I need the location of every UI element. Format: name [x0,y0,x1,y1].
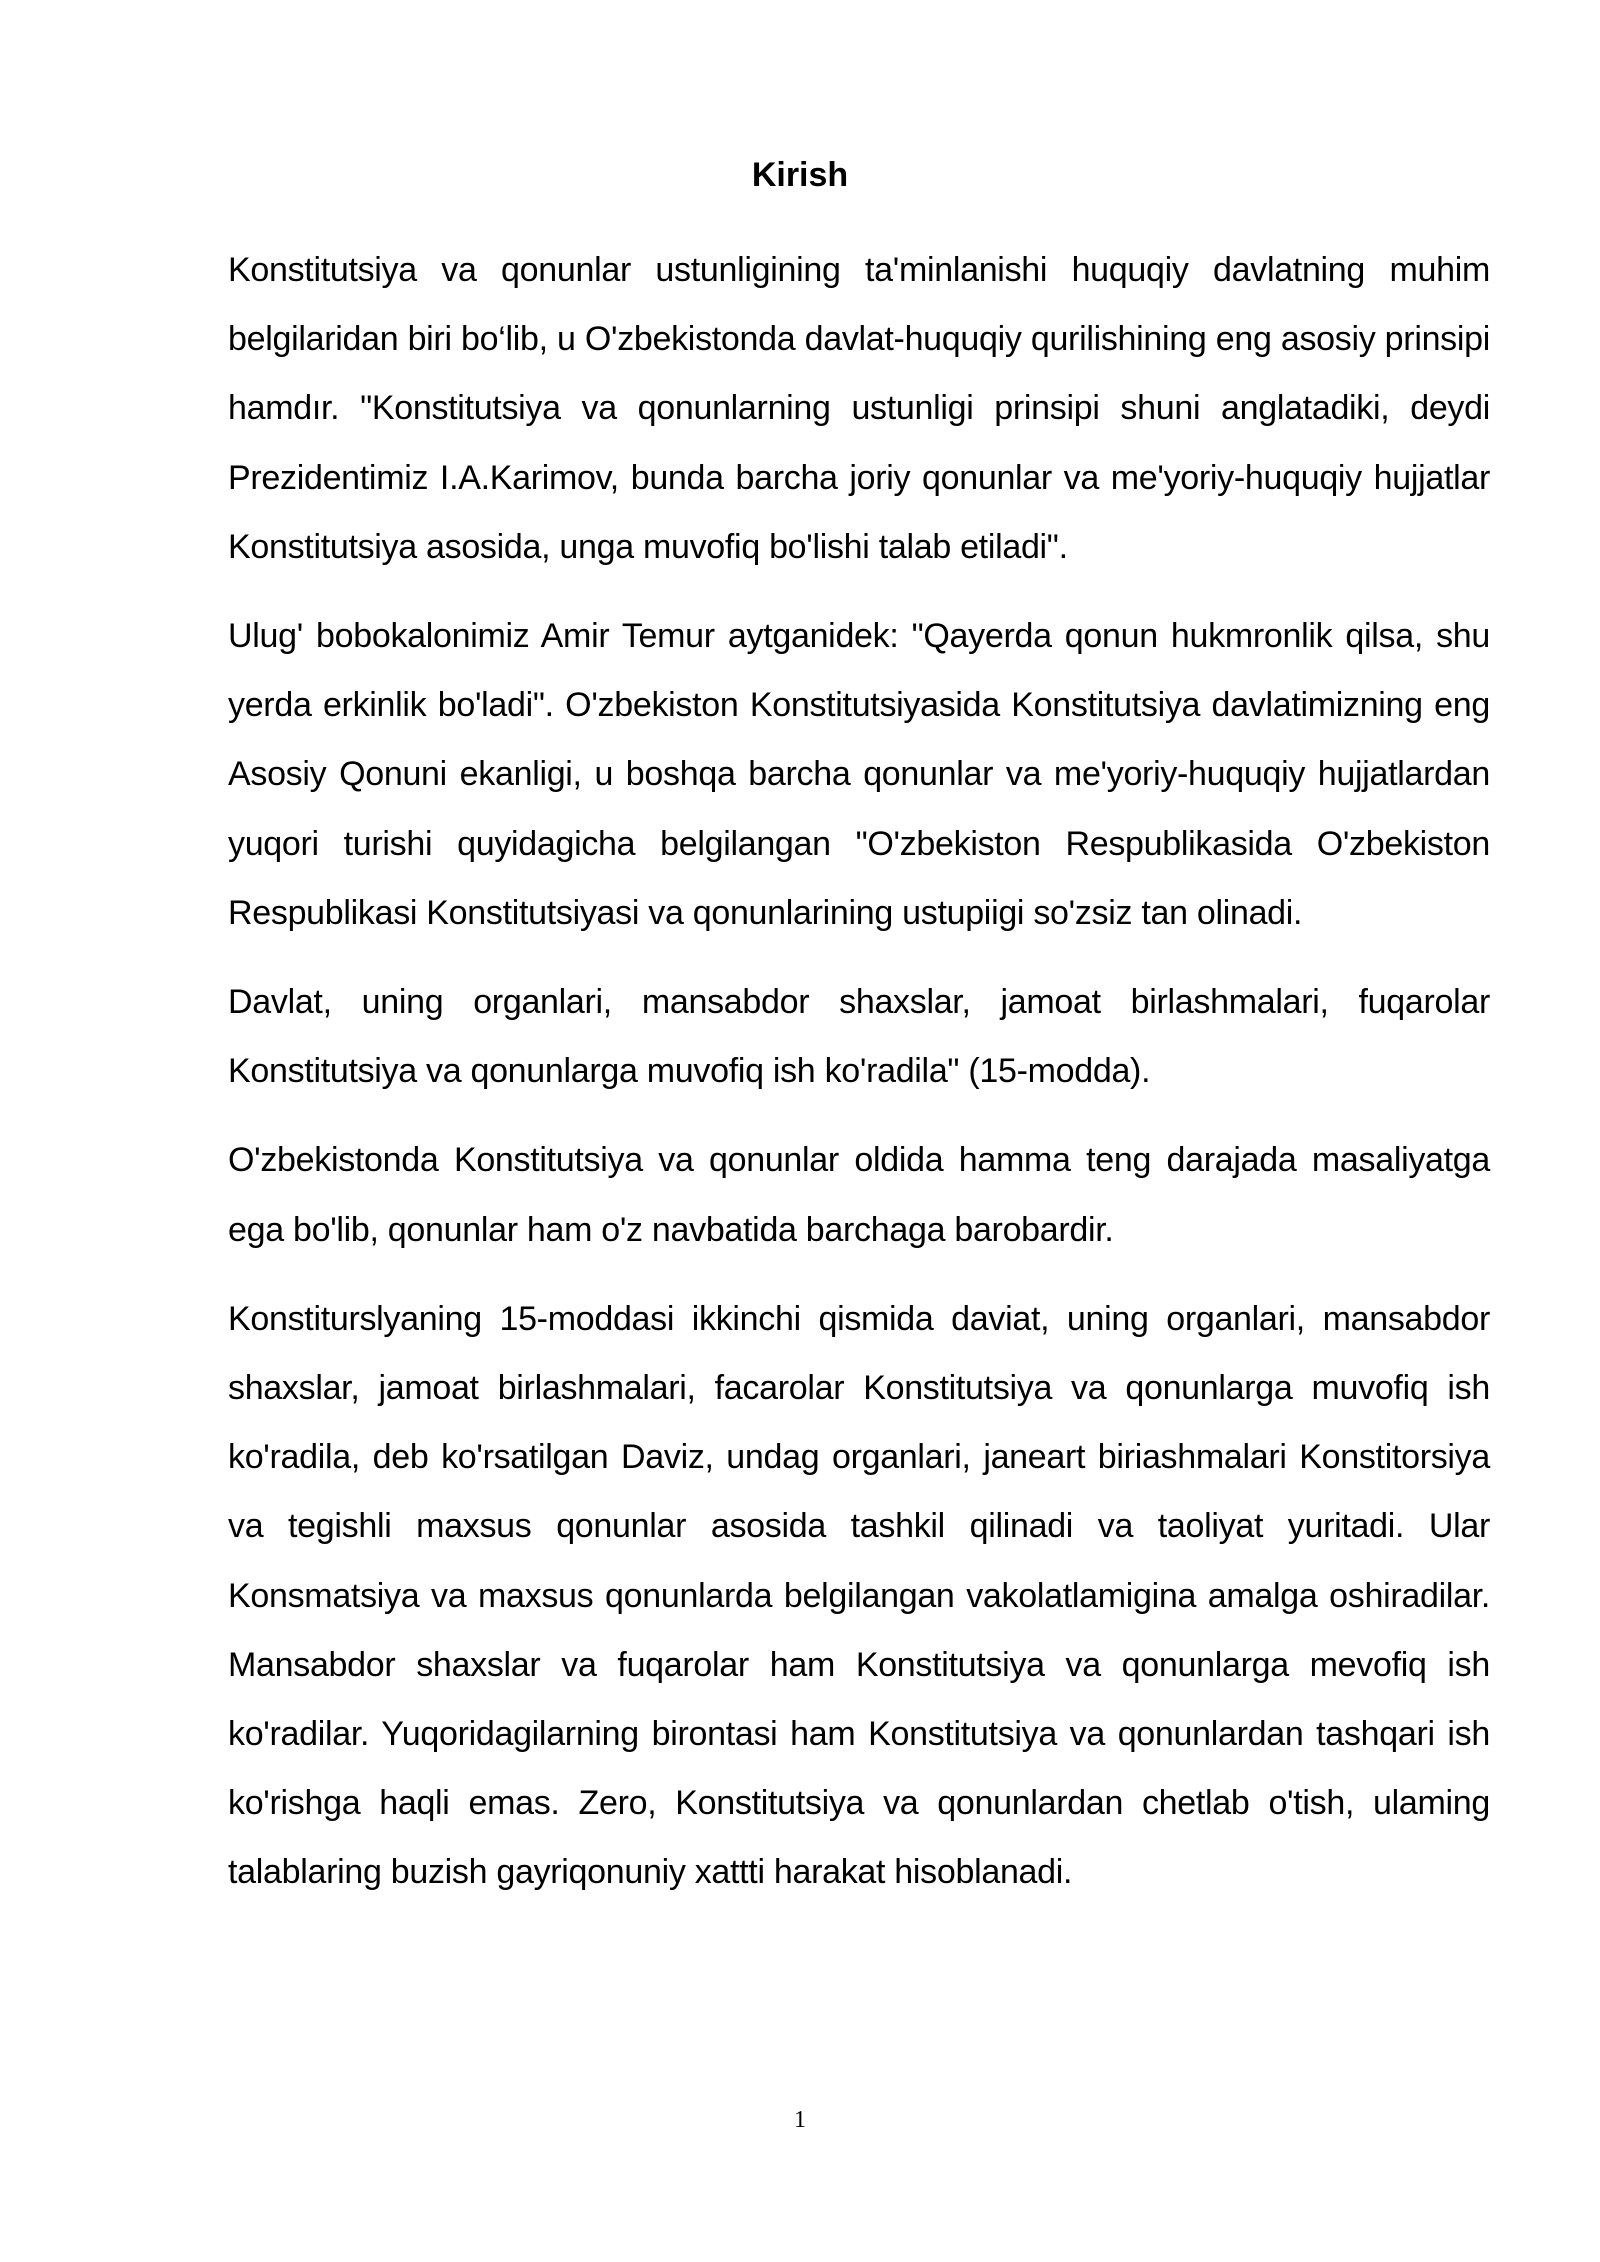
paragraph-4: O'zbekistonda Konstitutsiya va qonunlar oldida hamma teng darajada masaliyatga ega bo'lib, qonunlar ham o'z navbatida barchaga barobardir. [228,1141,1490,1249]
document-body [228,236,1490,1928]
paragraph-1: Konstitutsiya va qonunlar ustunligining ta'minlanishi huquqiy davlatning muhim belgilaridan biri bo‘lib, u O'zbekistonda davlat-huquqiy qurilishining eng asosiy prinsipi hamdır. "Konstitutsiya va qonunlarning ustunligi prinsipi shuni anglatadiki, deydi Prezidentimiz I.A.Karimov, bunda barcha joriy qonunlar va me'yoriy-huquqiy hujjatlar Konstitutsiya asosida, unga muvofiq bo'lishi talab etiladi". [228,251,1490,566]
paragraph-5: Konstiturslyaning 15-moddasi ikkinchi qismida daviat, uning organlari, mansabdor shaxslar, jamoat birlashmalari, facarolar Konstitutsiya va qonunlarga muvofiq ish ko'radila, deb ko'rsatilgan Daviz, undag organlari, janeart biriashmalari Konstitorsiya va tegishli maxsus qonunlar asosida tashkil qilinadi va taoliyat yuritadi. Ular Konsmatsiya va maxsus qonunlarda belgilangan vakolatlamigina amalga oshiradilar. Mansabdor shaxslar va fuqarolar ham Konstitutsiya va qonunlarga mevofiq ish ko'radilar. Yuqoridagilarning birontasi ham Konstitutsiya va qonunlardan tashqari ish ko'rishga haqli emas. Zero, Konstitutsiya va qonunlardan chetlab o'tish, ulaming talablaring buzish gayriqonuniy xattti harakat hisoblanadi. [228,1299,1490,1892]
page-title: Kirish [751,156,849,194]
page-number: 1 [794,2107,806,2133]
paragraph-3: Davlat, uning organlari, mansabdor shaxslar, jamoat birlashmalari, fuqarolar Konstitutsiya va qonunlarga muvofiq ish ko'radila" (15-modda). [228,983,1490,1091]
paragraph-2: Ulug' bobokalonimiz Amir Temur aytganidek: "Qayerda qonun hukmronlik qilsa, shu yerda erkinlik bo'ladi". O'zbekiston Konstitutsiyasida Konstitutsiya davlatimizning eng Asosiy Qonuni ekanligi, u boshqa barcha qonunlar va me'yoriy-huquqiy hujjatlardan yuqori turishi quyidagicha belgilangan "O'zbekiston Respublikasida O'zbekiston Respublikasi Konstitutsiyasi va qonunlarining ustupiigi so'zsiz tan olinadi. [228,617,1490,932]
